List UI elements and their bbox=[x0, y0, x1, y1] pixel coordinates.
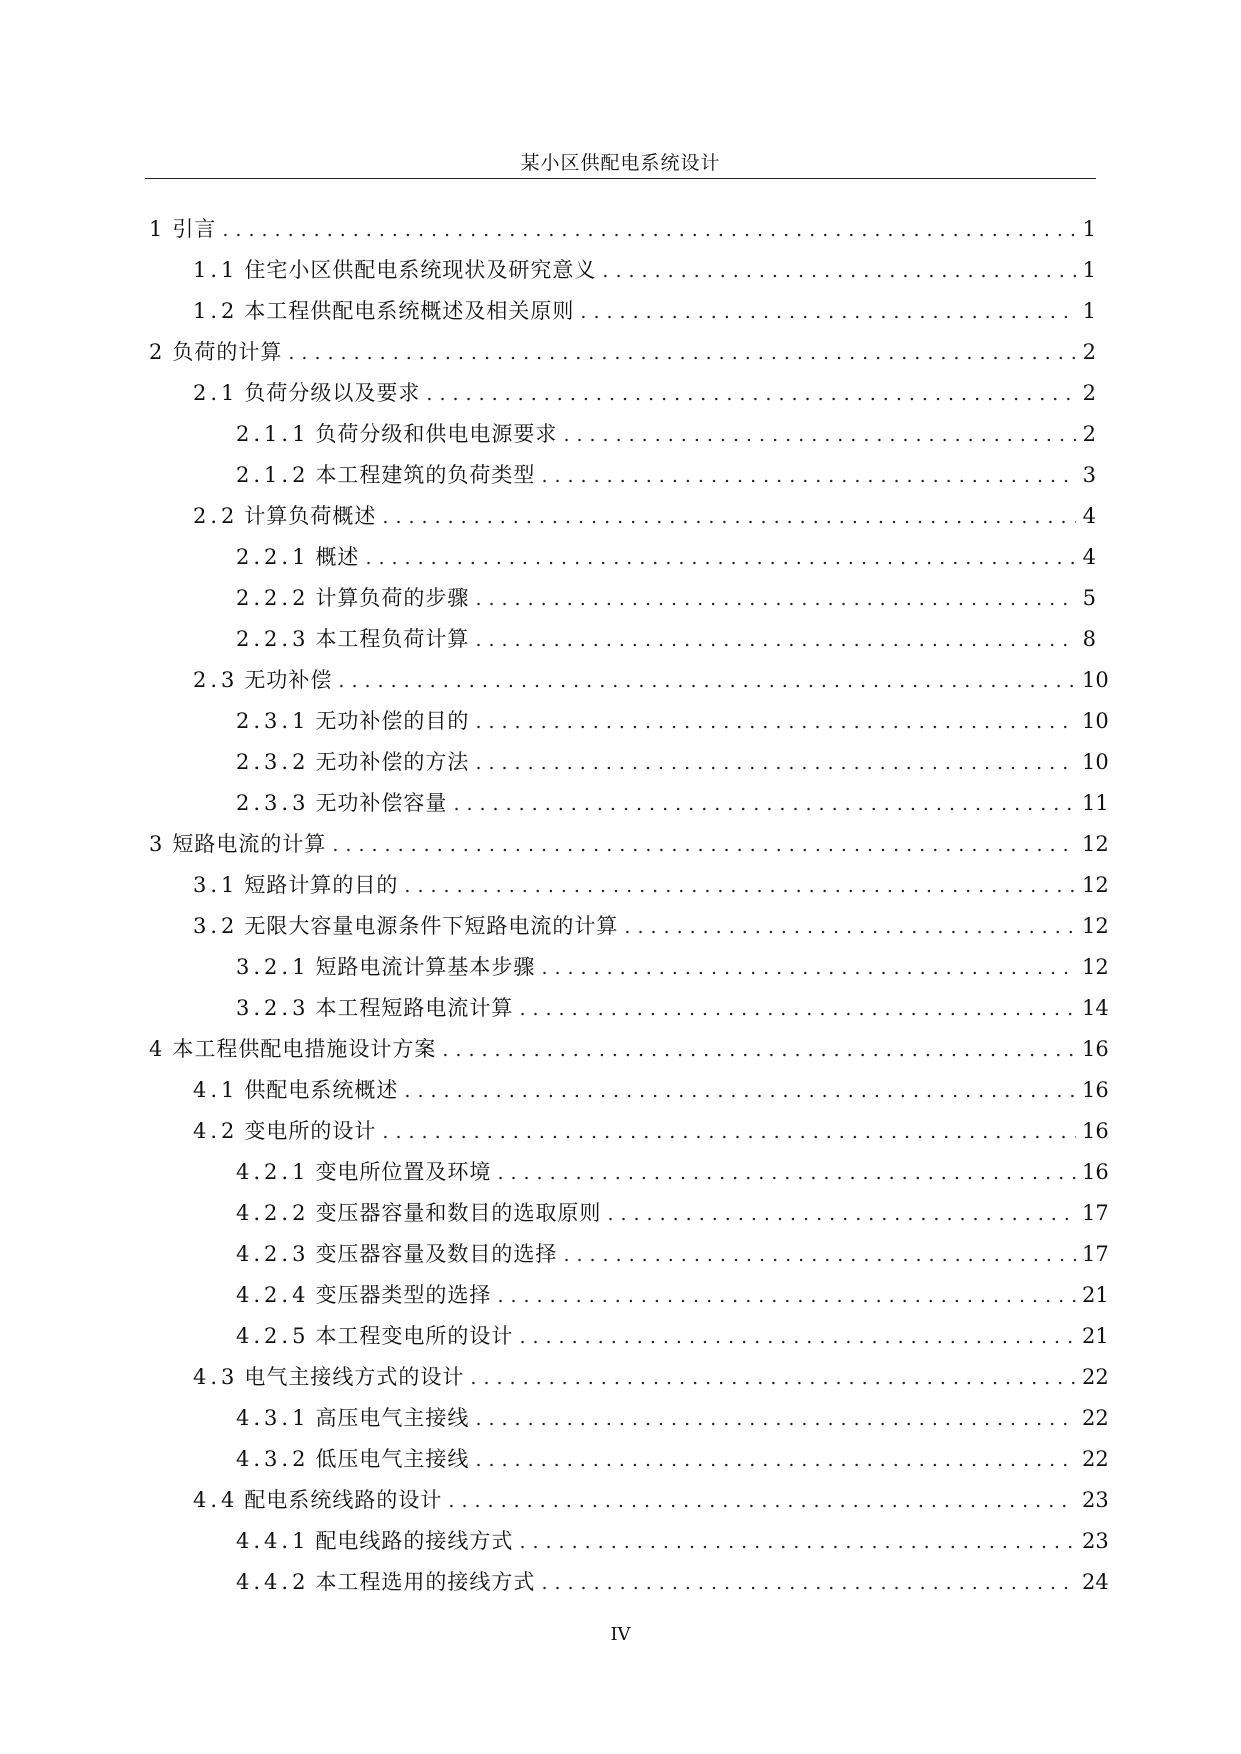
toc-entry-number: 2.1.1 bbox=[236, 422, 310, 446]
toc-entry-page: 11 bbox=[1082, 791, 1109, 815]
table-of-contents bbox=[149, 209, 1109, 1603]
toc-entry-title: 无功补偿的目的 bbox=[315, 709, 470, 733]
toc-entry[interactable] bbox=[149, 1234, 1109, 1275]
toc-entry-number: 4.3.1 bbox=[236, 1406, 310, 1430]
toc-entry-number: 2.3 bbox=[193, 668, 239, 692]
toc-entry[interactable] bbox=[149, 1521, 1109, 1562]
toc-entry-page: 24 bbox=[1082, 1570, 1109, 1594]
toc-entry-number: 4.4.1 bbox=[236, 1529, 310, 1553]
toc-entry-page: 12 bbox=[1082, 914, 1109, 938]
toc-entry-title: 变压器类型的选择 bbox=[315, 1283, 492, 1307]
toc-entry-page: 5 bbox=[1082, 586, 1096, 610]
toc-entry-number: 2.1.2 bbox=[236, 463, 310, 487]
toc-dot-leader bbox=[475, 1440, 1076, 1481]
toc-entry-page: 1 bbox=[1082, 217, 1096, 241]
toc-entry-page: 10 bbox=[1082, 709, 1109, 733]
toc-entry-number: 3.2 bbox=[193, 914, 239, 938]
toc-dot-leader bbox=[453, 784, 1076, 825]
toc-entry-title: 短路电流计算基本步骤 bbox=[315, 955, 536, 979]
toc-entry-number: 4.2.2 bbox=[236, 1201, 310, 1225]
toc-entry-page: 16 bbox=[1082, 1119, 1109, 1143]
toc-entry-page: 22 bbox=[1082, 1365, 1109, 1389]
toc-entry[interactable] bbox=[149, 619, 1096, 660]
toc-entry-number: 3 bbox=[149, 832, 167, 856]
toc-entry-page: 14 bbox=[1082, 996, 1109, 1020]
toc-entry-number: 2.3.1 bbox=[236, 709, 310, 733]
toc-dot-leader bbox=[563, 1235, 1076, 1276]
toc-entry[interactable] bbox=[149, 1193, 1109, 1234]
toc-entry-page: 4 bbox=[1082, 504, 1096, 528]
toc-entry-number: 4.2.1 bbox=[236, 1160, 310, 1184]
toc-dot-leader bbox=[404, 1071, 1076, 1112]
toc-entry-title: 短路电流的计算 bbox=[172, 832, 327, 856]
toc-entry-title: 负荷分级和供电电源要求 bbox=[315, 422, 558, 446]
toc-entry-title: 本工程负荷计算 bbox=[315, 627, 470, 651]
toc-entry-title: 负荷分级以及要求 bbox=[244, 381, 421, 405]
toc-dot-leader bbox=[288, 333, 1076, 374]
toc-entry-number: 2 bbox=[149, 340, 167, 364]
toc-entry-number: 4.2 bbox=[193, 1119, 239, 1143]
toc-dot-leader bbox=[475, 702, 1076, 743]
toc-entry-title: 短路计算的目的 bbox=[244, 873, 399, 897]
toc-entry-page: 22 bbox=[1082, 1447, 1109, 1471]
toc-entry-title: 引言 bbox=[172, 217, 217, 241]
toc-entry[interactable] bbox=[149, 783, 1109, 824]
toc-entry-number: 4.4.2 bbox=[236, 1570, 310, 1594]
toc-entry-number: 2.2.1 bbox=[236, 545, 310, 569]
toc-entry[interactable] bbox=[149, 824, 1109, 865]
toc-dot-leader bbox=[475, 743, 1076, 784]
toc-entry[interactable] bbox=[149, 947, 1109, 988]
toc-entry-title: 本工程供配电措施设计方案 bbox=[172, 1037, 437, 1061]
toc-entry-number: 2.3.2 bbox=[236, 750, 310, 774]
toc-entry-number: 2.1 bbox=[193, 381, 239, 405]
toc-entry[interactable] bbox=[149, 988, 1109, 1029]
toc-dot-leader bbox=[519, 989, 1076, 1030]
toc-entry[interactable] bbox=[149, 414, 1096, 455]
toc-entry-page: 17 bbox=[1082, 1242, 1109, 1266]
toc-dot-leader bbox=[475, 620, 1076, 661]
toc-entry-number: 2.2.2 bbox=[236, 586, 310, 610]
toc-dot-leader bbox=[475, 579, 1076, 620]
toc-dot-leader bbox=[442, 1030, 1076, 1071]
toc-entry-title: 变压器容量和数目的选取原则 bbox=[315, 1201, 602, 1225]
toc-entry-title: 本工程选用的接线方式 bbox=[315, 1570, 536, 1594]
toc-entry-number: 4.2.5 bbox=[236, 1324, 310, 1348]
toc-entry[interactable] bbox=[149, 291, 1096, 332]
toc-entry-title: 负荷的计算 bbox=[172, 340, 283, 364]
toc-entry-page: 16 bbox=[1082, 1078, 1109, 1102]
toc-entry-page: 23 bbox=[1082, 1488, 1109, 1512]
toc-entry-title: 无限大容量电源条件下短路电流的计算 bbox=[244, 914, 619, 938]
toc-dot-leader bbox=[382, 1112, 1076, 1153]
toc-entry-number: 4.3 bbox=[193, 1365, 239, 1389]
toc-entry-number: 2.3.3 bbox=[236, 791, 310, 815]
toc-entry[interactable] bbox=[149, 1357, 1109, 1398]
toc-entry-page: 4 bbox=[1082, 545, 1096, 569]
toc-dot-leader bbox=[580, 292, 1076, 333]
toc-dot-leader bbox=[497, 1153, 1076, 1194]
toc-entry[interactable] bbox=[149, 455, 1096, 496]
toc-entry-number: 2.2 bbox=[193, 504, 239, 528]
toc-entry-title: 本工程变电所的设计 bbox=[315, 1324, 514, 1348]
toc-dot-leader bbox=[563, 415, 1076, 456]
toc-entry-title: 概述 bbox=[315, 545, 360, 569]
toc-entry-page: 16 bbox=[1082, 1037, 1109, 1061]
toc-entry-number: 4.1 bbox=[193, 1078, 239, 1102]
toc-entry[interactable] bbox=[149, 250, 1096, 291]
toc-entry[interactable] bbox=[149, 332, 1096, 373]
toc-dot-leader bbox=[519, 1522, 1076, 1563]
toc-entry-page: 10 bbox=[1082, 668, 1109, 692]
toc-entry[interactable] bbox=[149, 742, 1109, 783]
toc-entry-number: 1.2 bbox=[193, 299, 239, 323]
toc-dot-leader bbox=[470, 1358, 1076, 1399]
toc-entry-number: 2.2.3 bbox=[236, 627, 310, 651]
toc-entry[interactable] bbox=[149, 1562, 1109, 1603]
toc-entry-title: 本工程短路电流计算 bbox=[315, 996, 514, 1020]
toc-dot-leader bbox=[338, 661, 1076, 702]
toc-entry-page: 2 bbox=[1082, 381, 1096, 405]
toc-dot-leader bbox=[426, 374, 1076, 415]
toc-dot-leader bbox=[497, 1276, 1076, 1317]
toc-entry-page: 21 bbox=[1082, 1324, 1109, 1348]
toc-entry[interactable] bbox=[149, 1275, 1109, 1316]
toc-entry[interactable] bbox=[149, 1439, 1109, 1480]
toc-entry-title: 变电所的设计 bbox=[244, 1119, 377, 1143]
toc-entry-page: 8 bbox=[1082, 627, 1096, 651]
toc-entry-page: 16 bbox=[1082, 1160, 1109, 1184]
toc-entry[interactable] bbox=[149, 578, 1096, 619]
toc-entry[interactable] bbox=[149, 1152, 1109, 1193]
toc-dot-leader bbox=[624, 907, 1076, 948]
toc-dot-leader bbox=[475, 1399, 1076, 1440]
toc-dot-leader bbox=[382, 497, 1076, 538]
toc-entry-number: 3.2.3 bbox=[236, 996, 310, 1020]
toc-entry-number: 4.3.2 bbox=[236, 1447, 310, 1471]
toc-entry-number: 3.1 bbox=[193, 873, 239, 897]
toc-entry-page: 12 bbox=[1082, 832, 1109, 856]
toc-entry-title: 无功补偿 bbox=[244, 668, 333, 692]
toc-dot-leader bbox=[519, 1317, 1076, 1358]
page-header bbox=[145, 148, 1096, 179]
toc-entry-title: 低压电气主接线 bbox=[315, 1447, 470, 1471]
page-number: IV bbox=[610, 1624, 631, 1645]
toc-entry-title: 计算负荷概述 bbox=[244, 504, 377, 528]
toc-entry-title: 本工程供配电系统概述及相关原则 bbox=[244, 299, 575, 323]
toc-entry-number: 4 bbox=[149, 1037, 167, 1061]
toc-entry-title: 高压电气主接线 bbox=[315, 1406, 470, 1430]
toc-entry[interactable] bbox=[149, 865, 1109, 906]
toc-entry-number: 3.2.1 bbox=[236, 955, 310, 979]
toc-entry-page: 1 bbox=[1082, 299, 1096, 323]
toc-dot-leader bbox=[404, 866, 1076, 907]
document-title: 某小区供配电系统设计 bbox=[520, 152, 721, 174]
toc-entry-title: 无功补偿容量 bbox=[315, 791, 448, 815]
toc-entry[interactable] bbox=[149, 660, 1109, 701]
toc-dot-leader bbox=[541, 1563, 1076, 1604]
toc-dot-leader bbox=[448, 1481, 1076, 1522]
toc-entry[interactable] bbox=[149, 906, 1109, 947]
toc-entry-title: 配电线路的接线方式 bbox=[315, 1529, 514, 1553]
toc-dot-leader bbox=[222, 210, 1076, 251]
toc-entry-title: 供配电系统概述 bbox=[244, 1078, 399, 1102]
toc-entry-title: 无功补偿的方法 bbox=[315, 750, 470, 774]
toc-entry[interactable] bbox=[149, 1111, 1109, 1152]
toc-dot-leader bbox=[541, 948, 1076, 989]
toc-entry[interactable] bbox=[149, 537, 1096, 578]
toc-entry-page: 12 bbox=[1082, 873, 1109, 897]
toc-entry-page: 21 bbox=[1082, 1283, 1109, 1307]
toc-entry[interactable] bbox=[149, 1070, 1109, 1111]
toc-entry[interactable] bbox=[149, 1316, 1109, 1357]
toc-entry-page: 12 bbox=[1082, 955, 1109, 979]
toc-entry-number: 4.2.3 bbox=[236, 1242, 310, 1266]
toc-entry-title: 变电所位置及环境 bbox=[315, 1160, 492, 1184]
toc-entry[interactable] bbox=[149, 1029, 1109, 1070]
toc-entry-number: 1 bbox=[149, 217, 167, 241]
toc-entry-page: 2 bbox=[1082, 422, 1096, 446]
toc-entry-title: 配电系统线路的设计 bbox=[244, 1488, 443, 1512]
toc-entry-number: 4.2.4 bbox=[236, 1283, 310, 1307]
toc-entry[interactable] bbox=[149, 1480, 1109, 1521]
toc-entry[interactable] bbox=[149, 496, 1096, 537]
toc-dot-leader bbox=[365, 538, 1076, 579]
toc-entry[interactable] bbox=[149, 373, 1096, 414]
toc-entry-page: 23 bbox=[1082, 1529, 1109, 1553]
toc-entry-page: 2 bbox=[1082, 340, 1096, 364]
toc-dot-leader bbox=[332, 825, 1076, 866]
toc-entry-title: 变压器容量及数目的选择 bbox=[315, 1242, 558, 1266]
toc-entry-page: 3 bbox=[1082, 463, 1096, 487]
toc-entry-title: 计算负荷的步骤 bbox=[315, 586, 470, 610]
toc-entry[interactable] bbox=[149, 1398, 1109, 1439]
toc-entry-title: 本工程建筑的负荷类型 bbox=[315, 463, 536, 487]
toc-entry[interactable] bbox=[149, 209, 1096, 250]
toc-dot-leader bbox=[541, 456, 1076, 497]
toc-entry-page: 17 bbox=[1082, 1201, 1109, 1225]
toc-entry-page: 22 bbox=[1082, 1406, 1109, 1430]
toc-dot-leader bbox=[607, 1194, 1076, 1235]
toc-dot-leader bbox=[602, 251, 1076, 292]
toc-entry-title: 住宅小区供配电系统现状及研究意义 bbox=[244, 258, 597, 282]
toc-entry[interactable] bbox=[149, 701, 1109, 742]
toc-entry-number: 1.1 bbox=[193, 258, 239, 282]
toc-entry-title: 电气主接线方式的设计 bbox=[244, 1365, 465, 1389]
toc-entry-number: 4.4 bbox=[193, 1488, 239, 1512]
toc-entry-page: 10 bbox=[1082, 750, 1109, 774]
toc-entry-page: 1 bbox=[1082, 258, 1096, 282]
